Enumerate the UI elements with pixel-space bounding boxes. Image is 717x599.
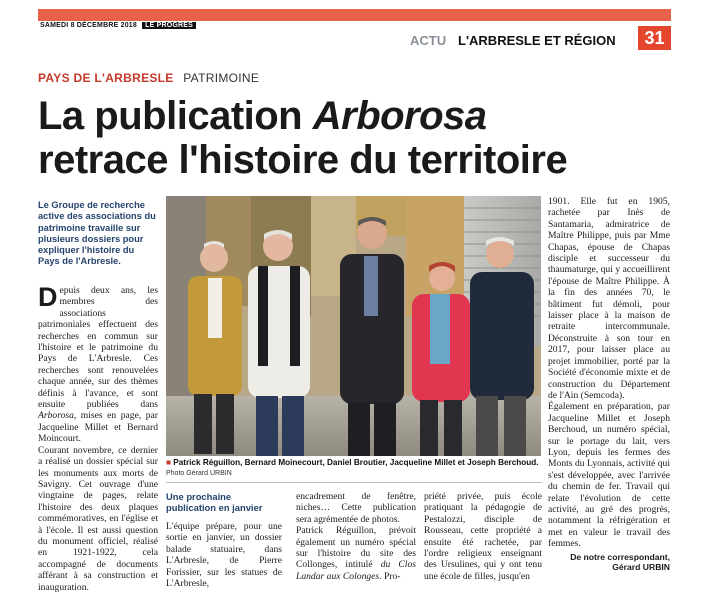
paragraph xyxy=(38,282,158,445)
kicker-place: PAYS DE L'ARBRESLE xyxy=(38,71,174,85)
paragraph-text: . Pro- xyxy=(379,570,401,582)
kicker-category: PATRIMOINE xyxy=(183,71,260,85)
publication-title: Arborosa xyxy=(38,410,74,422)
paragraph: 1901. Elle fut en 1905, rachetée par Inès de Santamaria, admiratrice de Maître Philippe, puis par Mme Chapas, épouse de Chapas disciple et successeur du thaumaturge, qui y accueillirent l'épouse de Maître Philippe. À la fin des années 70, le bâtiment fut démoli, pour laisser place à la maison de retraite intercommunale. Déconstruite à son tour en 2017, pour laisser place au projet immobilier, porté par la Société d'économie mixte et de construction du Département de l'Ain (Semcoda). xyxy=(548,196,670,401)
photo-caption xyxy=(166,458,542,479)
article-subhead: Une prochaine publication en janvier xyxy=(166,491,263,513)
publication-title: du Clos Landar aux Colonges xyxy=(296,559,416,582)
header-date xyxy=(40,22,196,29)
article-kicker xyxy=(38,71,259,85)
paragraph: L'équipe prépare, pour une sortie en janvier, un dossier balade statuaire, dans L'Arbresle, de Pierre Forissier, sur les statues de L'Arbresle, xyxy=(166,521,282,590)
newspaper-brand: LE PROGRÈS xyxy=(142,22,196,29)
group-photo-illustration xyxy=(166,196,541,456)
caption-divider xyxy=(166,482,542,483)
paragraph-text: Patrick Réguillon, prévoit également un numéro spécial sur l'histoire du site des Collonges, intitulé xyxy=(296,525,416,571)
author-signature xyxy=(548,552,670,573)
paragraph-text: , mises en page, par Jacqueline Millet et Bernard Moincourt. xyxy=(38,410,158,445)
article-column-1 xyxy=(38,282,158,593)
article-column-2 xyxy=(166,491,282,599)
article-column-3 xyxy=(296,491,416,582)
section-name: L'ARBRESLE ET RÉGION xyxy=(458,33,616,48)
headline-italic-title: Arborosa xyxy=(312,94,487,138)
section-title-bar xyxy=(406,28,638,50)
issue-date: SAMEDI 8 DÉCEMBRE 2018 xyxy=(40,22,137,29)
caption-bullet-icon: ■ xyxy=(166,458,171,467)
page-number: 31 xyxy=(638,26,671,50)
caption-text: Patrick Réguillon, Bernard Moinecourt, Daniel Broutier, Jacqueline Millet et Joseph Berchoud. xyxy=(173,458,539,467)
paragraph: Également en préparation, par Jacqueline Millet et Joseph Berchoud, un numéro spécial, sur le portage du lait, vers Lyon, depuis les fermes des Monts du Lyonnais, activité qui s'est développée, avec l'arrivée du chemin de fer. Travail qui relate l'évolution de cette activité, au gré des progrès, notamment la réfrigération et met en valeur le travail des femmes. xyxy=(548,401,670,550)
header-band xyxy=(38,9,671,21)
photo-credit: Photo Gérard URBIN xyxy=(166,470,232,477)
article-lead: Le Groupe de recherche active des associations du patrimoine travaille sur plusieurs dossiers pour expliquer l'histoire du Pays de l'Arbresle. xyxy=(38,200,156,267)
paragraph: Courant novembre, ce dernier a réalisé un dossier spécial sur les monuments aux morts de Savigny. Cet ouvrage d'une vingtaine de pages, relate l'histoire des deux plaques commémoratives, en l'église et à l'école. Il est aussi question du monument officiel, réalisé en 1921-1922, cela accompagné de documents afférant à sa construction et inauguration. xyxy=(38,444,158,593)
article-column-5 xyxy=(548,196,670,573)
signature-role: De notre correspondant, xyxy=(570,551,670,562)
article-photo xyxy=(166,196,541,456)
signature-name: Gérard URBIN xyxy=(612,562,670,573)
article-column-4 xyxy=(424,491,542,582)
article-headline xyxy=(38,94,698,182)
paragraph: priété privée, puis école pratiquant la pédagogie de Pestalozzi, disciple de Rousseau, cette propriété a ensuite été rachetée, par l'ordre religieux enseignant des Ursulines, qui y ont tenu une école de filles, jusqu'en xyxy=(424,491,542,582)
headline-text-line2: retrace l'histoire du territoire xyxy=(38,138,568,182)
paragraph xyxy=(296,525,416,582)
drop-cap: D xyxy=(38,282,58,312)
headline-text: La publication xyxy=(38,94,313,138)
paragraph: encadrement de fenêtre, niches… Cette publication sera agrémentée de photos. xyxy=(296,491,416,525)
section-actu-label: ACTU xyxy=(410,33,447,48)
paragraph-text: epuis deux ans, les membres des associations patrimoniales effectuent des recherches en commun sur l'histoire et le patrimoine du Pays de L'Arbresle. Ces recherches sont renouvelées chaque année, sur des thèmes définis à l'avance, et sont ensuite publiées dans xyxy=(38,285,158,411)
